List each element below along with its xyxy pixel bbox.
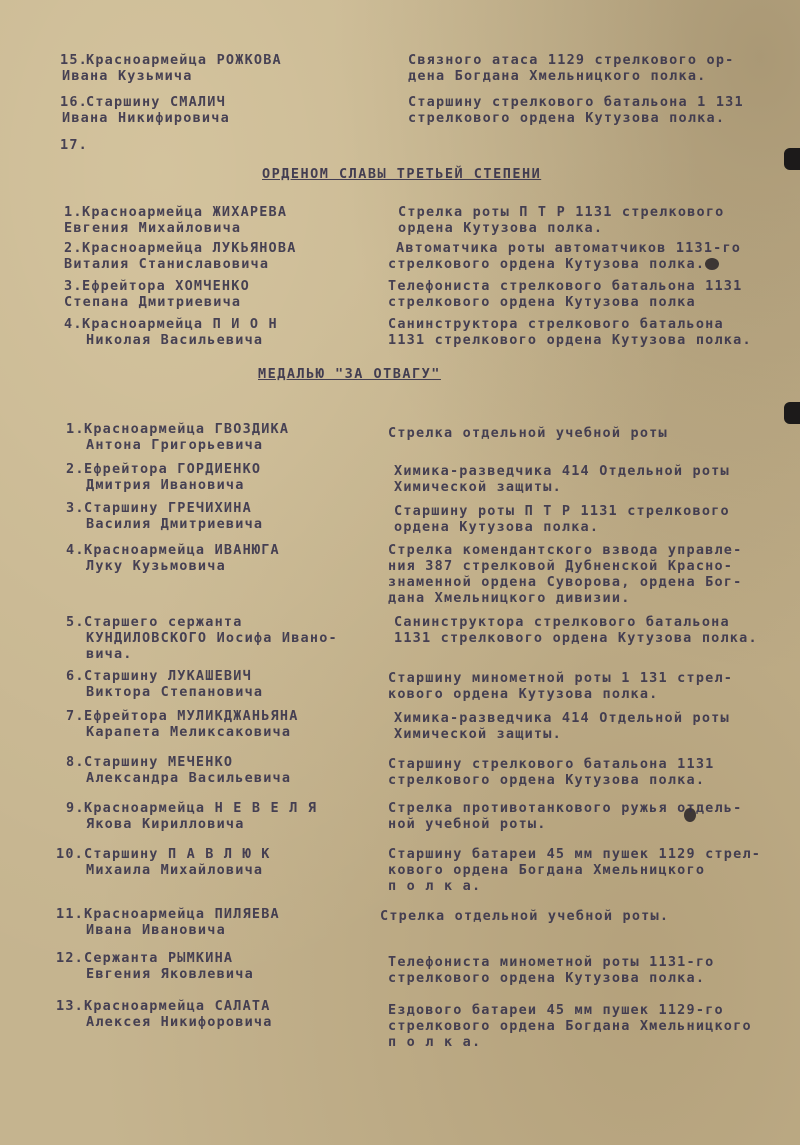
person-rank-surname: Красноармейца П И О Н bbox=[82, 316, 278, 332]
position-line: Химической защиты. bbox=[394, 479, 562, 495]
entry-number: 5. bbox=[66, 614, 85, 630]
entry-number: 2. bbox=[64, 240, 83, 256]
position-line: кового ордена Богдана Хмельницкого bbox=[388, 862, 706, 878]
entry-number: 12. bbox=[56, 950, 84, 966]
entry-number: 9. bbox=[66, 800, 85, 816]
punch-hole-middle bbox=[784, 402, 800, 424]
position-line: Старшину батареи 45 мм пушек 1129 стрел- bbox=[388, 846, 762, 862]
entry-number: 15. bbox=[60, 52, 88, 68]
position-line: Телефониста минометной роты 1131-го bbox=[388, 954, 715, 970]
person-rank-surname: Красноармейца ПИЛЯЕВА bbox=[84, 906, 280, 922]
position-line: ордена Кутузова полка. bbox=[398, 220, 604, 236]
person-rank-surname: Красноармейца ГВОЗДИКА bbox=[84, 421, 290, 437]
ink-blot bbox=[705, 258, 719, 270]
person-given-names: Карапета Меликсаковича bbox=[86, 724, 292, 740]
person-surname-names: КУНДИЛОВСКОГО Иосифа Ивано- bbox=[86, 630, 338, 646]
person-given-names: Евгения Яковлевича bbox=[86, 966, 254, 982]
person-given-names: Михаила Михайловича bbox=[86, 862, 264, 878]
entry-number: 4. bbox=[66, 542, 85, 558]
entry-number: 3. bbox=[66, 500, 85, 516]
entry-number: 11. bbox=[56, 906, 84, 922]
person-given-names: Луку Кузьмовича bbox=[86, 558, 226, 574]
person-rank-surname: Старшину П А В Л Ю К bbox=[84, 846, 271, 862]
person-given-names: Александра Васильевича bbox=[86, 770, 292, 786]
person-rank: Старшего сержанта bbox=[84, 614, 243, 630]
position-line: п о л к а. bbox=[388, 1034, 482, 1050]
position-line: Стрелка отдельной учебной роты bbox=[388, 425, 668, 441]
position-line: Санинструктора стрелкового батальона bbox=[394, 614, 730, 630]
person-given-names: Ивана Ивановича bbox=[86, 922, 226, 938]
entry-number: 1. bbox=[64, 204, 83, 220]
person-rank-surname: Красноармейца ЖИХАРЕВА bbox=[82, 204, 288, 220]
person-given-names: Ивана Никифировича bbox=[62, 110, 230, 126]
person-rank-surname: Ефрейтора МУЛИКДЖАНЬЯНА bbox=[84, 708, 299, 724]
position-line: Химика-разведчика 414 Отдельной роты bbox=[394, 710, 730, 726]
position-line: Автоматчика роты автоматчиков 1131-го bbox=[396, 240, 742, 256]
section-heading-medal-for-courage: МЕДАЛЬЮ "ЗА ОТВАГУ" bbox=[258, 366, 441, 382]
position-line: Старшину стрелкового батальона 1131 bbox=[388, 756, 715, 772]
position-line: ния 387 стрелковой Дубненской Красно- bbox=[388, 558, 734, 574]
person-given-names: Степана Дмитриевича bbox=[64, 294, 242, 310]
position-line: Стрелка роты П Т Р 1131 стрелкового bbox=[398, 204, 725, 220]
position-line: стрелкового ордена Кутузова полка. bbox=[408, 110, 726, 126]
entry-number: 2. bbox=[66, 461, 85, 477]
person-rank-surname: Старшину ГРЕЧИХИНА bbox=[84, 500, 252, 516]
person-rank-surname: Старшину МЕЧЕНКО bbox=[84, 754, 234, 770]
entry-number: 6. bbox=[66, 668, 85, 684]
entry-number: 16. bbox=[60, 94, 88, 110]
position-line: Стрелка противотанкового ружья отдель- bbox=[388, 800, 743, 816]
position-line: ордена Кутузова полка. bbox=[394, 519, 600, 535]
entry-number: 1. bbox=[66, 421, 85, 437]
entry-number: 17. bbox=[60, 137, 88, 153]
person-given-names: Николая Васильевича bbox=[86, 332, 264, 348]
person-rank-surname: Красноармейца РОЖКОВА bbox=[86, 52, 282, 68]
person-rank-surname: Ефрейтора ХОМЧЕНКО bbox=[82, 278, 250, 294]
position-line: знаменной ордена Суворова, ордена Бог- bbox=[388, 574, 743, 590]
section-heading-order-of-glory: ОРДЕНОМ СЛАВЫ ТРЕТЬЕЙ СТЕПЕНИ bbox=[262, 166, 542, 182]
person-given-names: Василия Дмитриевича bbox=[86, 516, 264, 532]
position-line: дана Хмельницкого дивизии. bbox=[388, 590, 631, 606]
punch-hole-top bbox=[784, 148, 800, 170]
person-given-names: Виталия Станиславовича bbox=[64, 256, 270, 272]
person-given-names: Виктора Степановича bbox=[86, 684, 264, 700]
position-line: Санинструктора стрелкового батальона bbox=[388, 316, 724, 332]
position-line: ной учебной роты. bbox=[388, 816, 547, 832]
position-line: кового ордена Кутузова полка. bbox=[388, 686, 659, 702]
person-rank-surname: Старшину СМАЛИЧ bbox=[86, 94, 226, 110]
position-line: стрелкового ордена Кутузова полка bbox=[388, 294, 696, 310]
entry-number: 4. bbox=[64, 316, 83, 332]
entry-number: 13. bbox=[56, 998, 84, 1014]
position-line: стрелкового ордена Кутузова полка. bbox=[388, 772, 706, 788]
position-line: стрелкового ордена Кутузова полка. bbox=[388, 256, 706, 272]
person-rank-surname: Ефрейтора ГОРДИЕНКО bbox=[84, 461, 262, 477]
position-line: Химика-разведчика 414 Отдельной роты bbox=[394, 463, 730, 479]
person-given-names: Дмитрия Ивановича bbox=[86, 477, 245, 493]
person-rank-surname: Красноармейца ИВАНЮГА bbox=[84, 542, 280, 558]
position-line: Старшину стрелкового батальона 1 131 bbox=[408, 94, 744, 110]
position-line: Химической защиты. bbox=[394, 726, 562, 742]
person-rank-surname: Старшину ЛУКАШЕВИЧ bbox=[84, 668, 252, 684]
position-line: стрелкового ордена Богдана Хмельницкого bbox=[388, 1018, 752, 1034]
position-line: Связного атаса 1129 стрелкового ор- bbox=[408, 52, 735, 68]
person-rank-surname: Красноармейца Н Е В Е Л Я bbox=[84, 800, 318, 816]
person-rank-surname: Красноармейца САЛАТА bbox=[84, 998, 271, 1014]
position-line: дена Богдана Хмельницкого полка. bbox=[408, 68, 707, 84]
position-line: стрелкового ордена Кутузова полка. bbox=[388, 970, 706, 986]
person-given-names: Алексея Никифоровича bbox=[86, 1014, 273, 1030]
position-line: Ездового батареи 45 мм пушек 1129-го bbox=[388, 1002, 724, 1018]
position-line: Старшину минометной роты 1 131 стрел- bbox=[388, 670, 734, 686]
position-line: п о л к а. bbox=[388, 878, 482, 894]
position-line: Стрелка комендантского взвода управле- bbox=[388, 542, 743, 558]
position-line: Старшину роты П Т Р 1131 стрелкового bbox=[394, 503, 730, 519]
person-given-names: Антона Григорьевича bbox=[86, 437, 264, 453]
entry-number: 10. bbox=[56, 846, 84, 862]
entry-number: 3. bbox=[64, 278, 83, 294]
person-given-names: Ивана Кузьмича bbox=[62, 68, 193, 84]
person-rank-surname: Красноармейца ЛУКЬЯНОВА bbox=[82, 240, 297, 256]
person-given-names: Евгения Михайловича bbox=[64, 220, 242, 236]
position-line: Телефониста стрелкового батальона 1131 bbox=[388, 278, 743, 294]
entry-number: 8. bbox=[66, 754, 85, 770]
person-rank-surname: Сержанта РЫМКИНА bbox=[84, 950, 234, 966]
position-line: 1131 стрелкового ордена Кутузова полка. bbox=[394, 630, 758, 646]
person-names-continued: вича. bbox=[86, 646, 133, 662]
entry-number: 7. bbox=[66, 708, 85, 724]
person-given-names: Якова Кирилловича bbox=[86, 816, 245, 832]
position-line: Стрелка отдельной учебной роты. bbox=[380, 908, 670, 924]
position-line: 1131 стрелкового ордена Кутузова полка. bbox=[388, 332, 752, 348]
